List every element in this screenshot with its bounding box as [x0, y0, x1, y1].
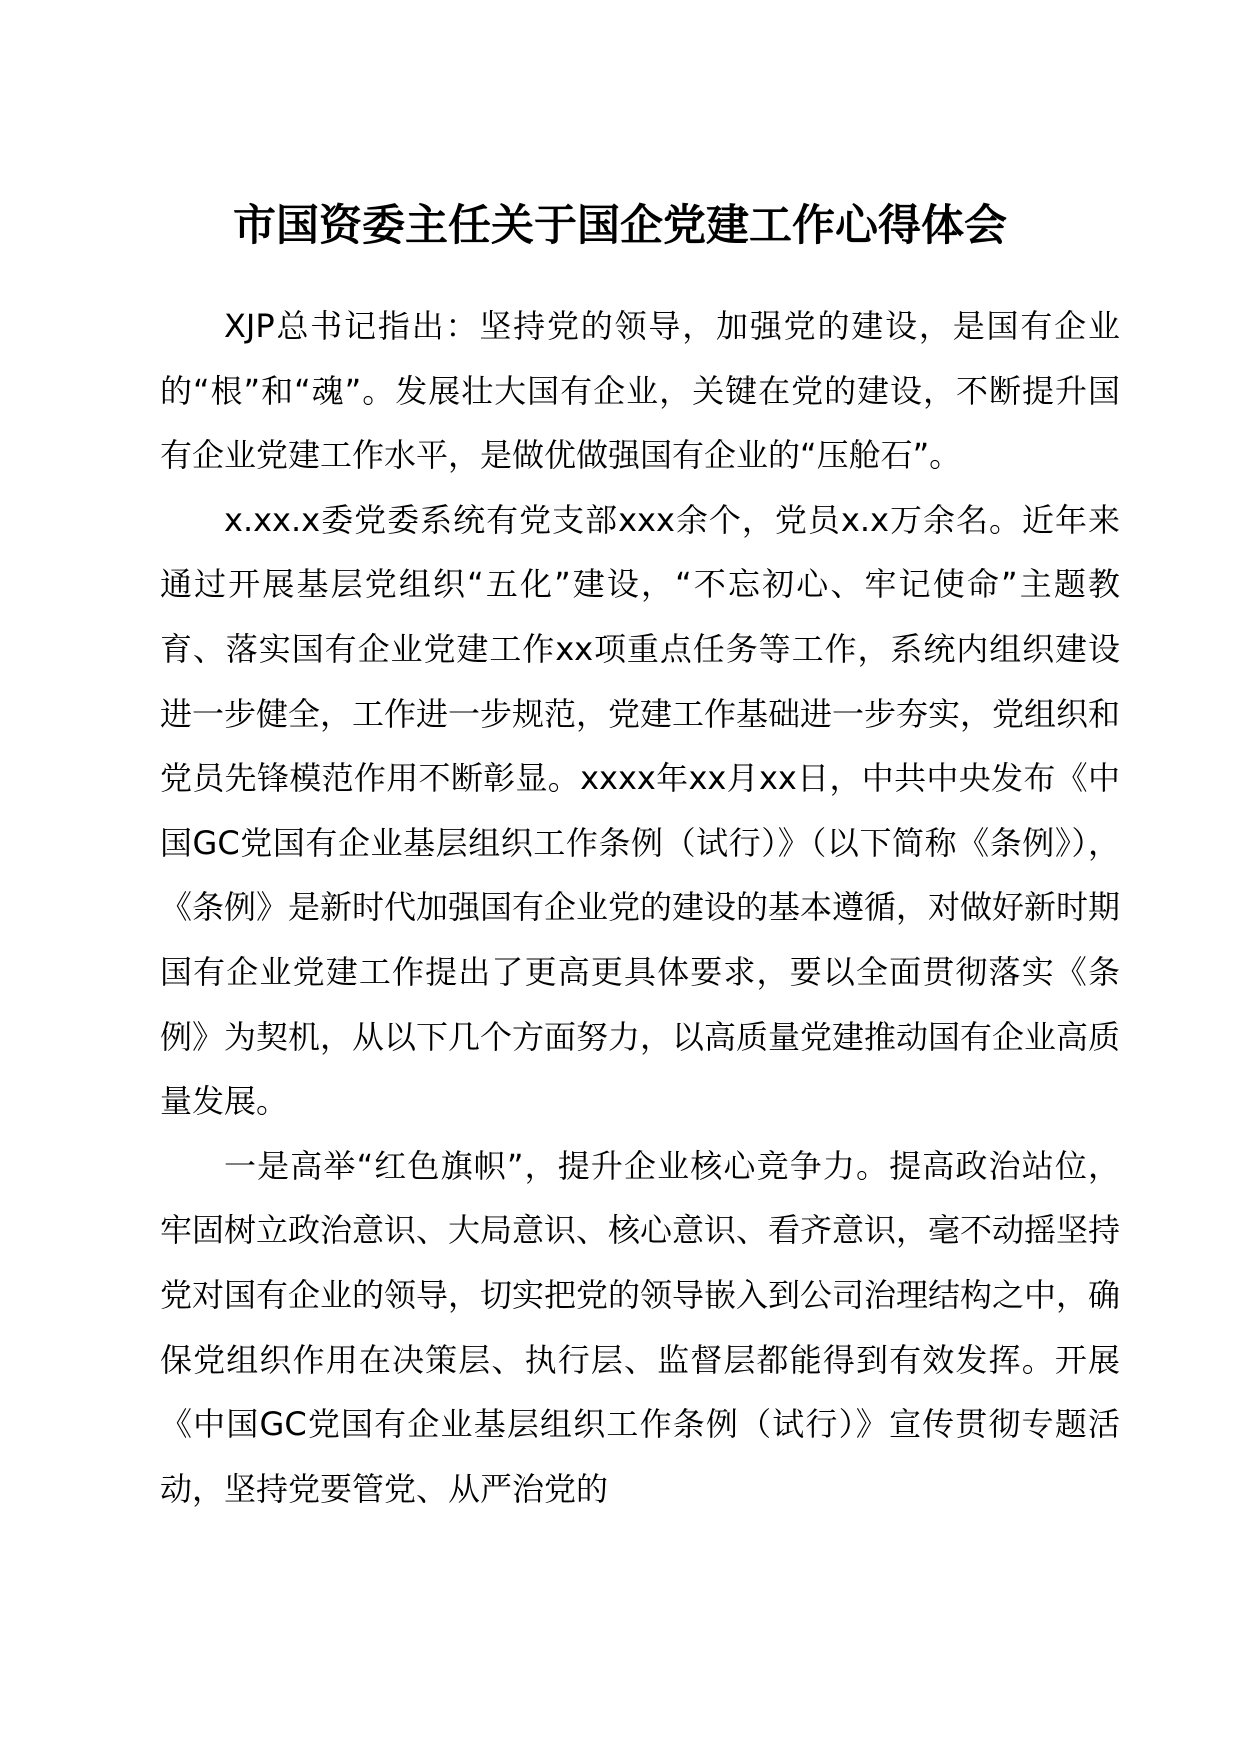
paragraph-intro: XJP总书记指出：坚持党的领导，加强党的建设，是国有企业的“根”和“魂”。发展壮大国有企业，关键在党的建设，不断提升国有企业党建工作水平，是做优做强国有企业的“压舱石”。 [160, 307, 1120, 475]
document-body [160, 294, 1120, 1521]
paragraph-point-one: 一是高举“红色旗帜”，提升企业核心竞争力。提高政治站位，牢固树立政治意识、大局意识、核心意识、看齐意识，毫不动摇坚持党对国有企业的领导，切实把党的领导嵌入到公司治理结构之中，确保党组织作用在决策层、执行层、监督层都能得到有效发挥。开展《中国GC党国有企业基层组织工作条例（试行）》宣传贯彻专题活动，坚持党要管党、从严治党的 [160, 1146, 1121, 1508]
paragraph-background: x.xx.x委党委系统有党支部xxx余个，党员x.x万余名。近年来通过开展基层党组织“五化”建设，“不忘初心、牢记使命”主题教育、落实国有企业党建工作xx项重点任务等工作，系统内组织建设进一步健全，工作进一步规范，党建工作基础进一步夯实，党组织和党员先锋模范作用不断彰显。xxxx年xx月xx日，中共中央发布《中国GC党国有企业基层组织工作条例（试行）》（以下简称《条例》），《条例》是新时代加强国有企业党的建设的基本遵循，对做好新时期国有企业党建工作提出了更高更具体要求，要以全面贯彻落实《条例》为契机，从以下几个方面努力，以高质量党建推动国有企业高质量发展。 [160, 500, 1121, 1121]
document-title: 市国资委主任关于国企党建工作心得体会 [233, 201, 1007, 251]
